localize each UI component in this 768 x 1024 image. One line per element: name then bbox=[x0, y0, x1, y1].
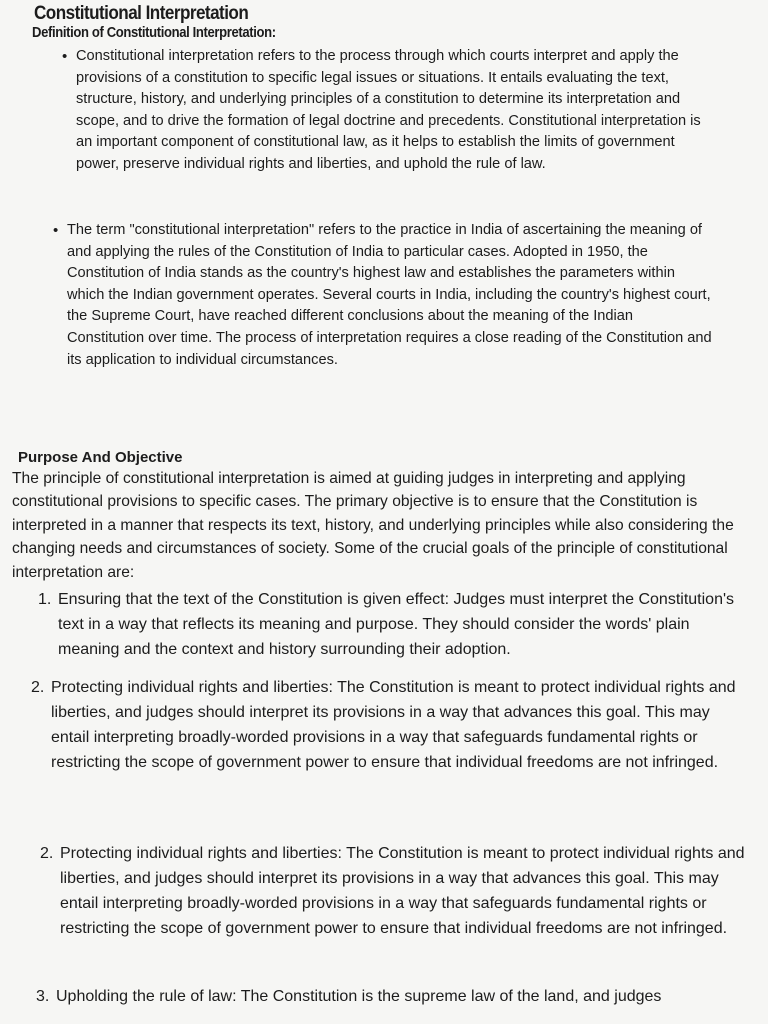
bullet-dot-icon: • bbox=[53, 222, 59, 239]
section-heading-purpose: Purpose And Objective bbox=[18, 449, 183, 466]
definition-subtitle: Definition of Constitutional Interpretation: bbox=[32, 25, 276, 41]
list-item-text: Upholding the rule of law: The Constitution is the supreme law of the land, and judges bbox=[56, 988, 662, 1005]
bullet-text: Constitutional interpretation refers to the process through which courts interpret and apply the provisions of a constitution to specific legal issues or situations. It entails evaluating the text, structure, history, and underlying principles of a constitution to determine its interpretation and scope, and to drive the formation of legal doctrine and precedents. Constitutional interpretation is an important component of constitutional law, as it helps to establish the limits of government power, preserve individual rights and liberties, and uphold the rule of law. bbox=[76, 48, 701, 172]
bullet-dot-icon: • bbox=[62, 48, 68, 65]
list-item bbox=[38, 587, 748, 662]
list-item-number: 3. bbox=[36, 988, 50, 1005]
list-item-text: Ensuring that the text of the Constitution is given effect: Judges must interpret the Constitution's text in a way that reflects its meaning and purpose. They should consider the words' plain meaning and the context and history surrounding their adoption. bbox=[58, 591, 735, 658]
list-item-number: 2. bbox=[40, 845, 54, 862]
bullet-text: The term "constitutional interpretation" refers to the practice in India of ascertaining the meaning of and applying the rules of the Constitution of India to particular cases. Adopted in 1950, the Constitution of India stands as the country's highest law and establishes the parameters within which the Indian government operates. Several courts in India, including the country's highest court, the Supreme Court, have reached different conclusions about the meaning of the Indian Constitution over time. The process of interpretation requires a close reading of the Constitution and its application to individual circumstances. bbox=[67, 222, 712, 368]
list-item-number: 1. bbox=[38, 591, 52, 608]
list-item-number: 2. bbox=[31, 679, 45, 696]
definition-bullet-2 bbox=[53, 220, 712, 371]
list-item-text: Protecting individual rights and liberties: The Constitution is meant to protect individual rights and liberties, and judges should interpret its provisions in a way that advances this goal. This may entail interpreting broadly-worded provisions in a way that safeguards fundamental rights or restricting the scope of government power to ensure that individual freedoms are not infringed. bbox=[60, 845, 745, 937]
list-item-text: Protecting individual rights and liberties: The Constitution is meant to protect individual rights and liberties, and judges should interpret its provisions in a way that advances this goal. This may entail interpreting broadly-worded provisions in a way that safeguards fundamental rights or restricting the scope of government power to ensure that individual freedoms are not infringed. bbox=[51, 679, 736, 771]
definition-bullet-1 bbox=[62, 46, 706, 176]
list-item bbox=[36, 984, 761, 1009]
page-title: Constitutional Interpretation bbox=[34, 3, 249, 24]
list-item bbox=[40, 841, 760, 941]
list-item bbox=[31, 675, 751, 775]
purpose-intro-paragraph: The principle of constitutional interpretation is aimed at guiding judges in interpreting and applying constitutional provisions to specific cases. The primary objective is to ensure that the Constitution is interpreted in a manner that respects its text, history, and underlying principles while also considering the changing needs and circumstances of society. Some of the crucial goals of the principle of constitutional interpretation are: bbox=[12, 470, 734, 581]
